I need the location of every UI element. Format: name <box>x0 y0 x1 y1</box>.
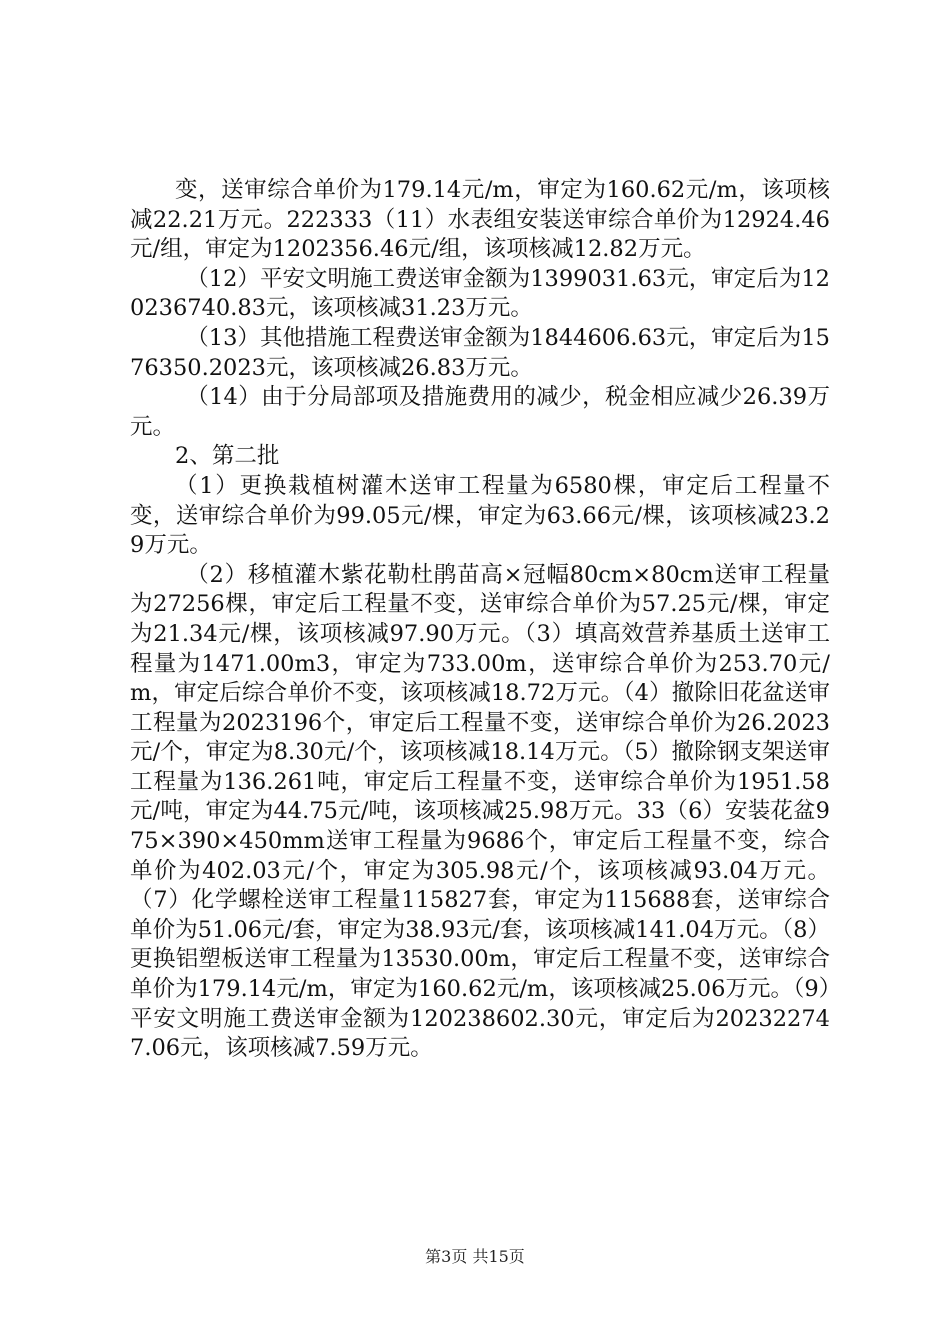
paragraph-batch2-items-2-9: （2）移植灌木紫花勒杜鹃苗高×冠幅80cm×80cm送审工程量为27256棵，审定后工程量不变，送审综合单价为57.25元/棵，审定为21.34元/棵，该项核减97.90万元。（3）填高效营养基质土送审工程量为1471.00m3，审定为733.00m，送审综合单价为253.70元/m，审定后综合单价不变，该项核减18.72万元。（4）撤除旧花盆送审工程量为2023196个，审定后工程量不变，送审综合单价为26.2023元/个，审定为8.30元/个，该项核减18.14万元。（5）撤除钢支架送审工程量为136.261吨，审定后工程量不变，送审综合单价为1951.58元/吨，审定为44.75元/吨，该项核减25.98万元。33（6）安装花盆975×390×450mm送审工程量为9686个，审定后工程量不变，综合单价为402.03元/个，审定为305.98元/个，该项核减93.04万元。（7）化学螺栓送审工程量115827套，审定为115688套，送审综合单价为51.06元/套，审定为38.93元/套，该项核减141.04万元。（8）更换铝塑板送审工程量为13530.00m，审定后工程量不变，送审综合单价为179.14元/m，审定为160.62元/m，该项核减25.06万元。（9）平安文明施工费送审金额为120238602.30元，审定后为202322747.06元，该项核减7.59万元。 <box>130 561 830 1062</box>
section-heading-second-batch: 2、第二批 <box>175 443 280 470</box>
paragraph-item-14: （14）由于分局部项及措施费用的减少，税金相应减少26.39万元。 <box>130 384 830 440</box>
paragraph-item-12: （12）平安文明施工费送审金额为1399031.63元，审定后为120236740.83元，该项核减31.23万元。 <box>130 265 830 322</box>
page-number-footer: 第3页 共15页 <box>425 1247 525 1266</box>
document-body <box>130 176 830 1064</box>
paragraph-item-10-continued: 变，送审综合单价为179.14元/m，审定为160.62元/m，该项核减22.21万元。222333（11）水表组安装送审综合单价为12924.46元/组，审定为1202356.46元/组，该项核减12.82万元。 <box>130 177 830 263</box>
paragraph-batch2-item-1: （1）更换栽植树灌木送审工程量为6580棵，审定后工程量不变，送审综合单价为99.05元/棵，审定为63.66元/棵，该项核减23.29万元。 <box>130 472 830 559</box>
paragraph-item-13: （13）其他措施工程费送审金额为1844606.63元，审定后为1576350.2023元，该项核减26.83万元。 <box>130 324 830 381</box>
